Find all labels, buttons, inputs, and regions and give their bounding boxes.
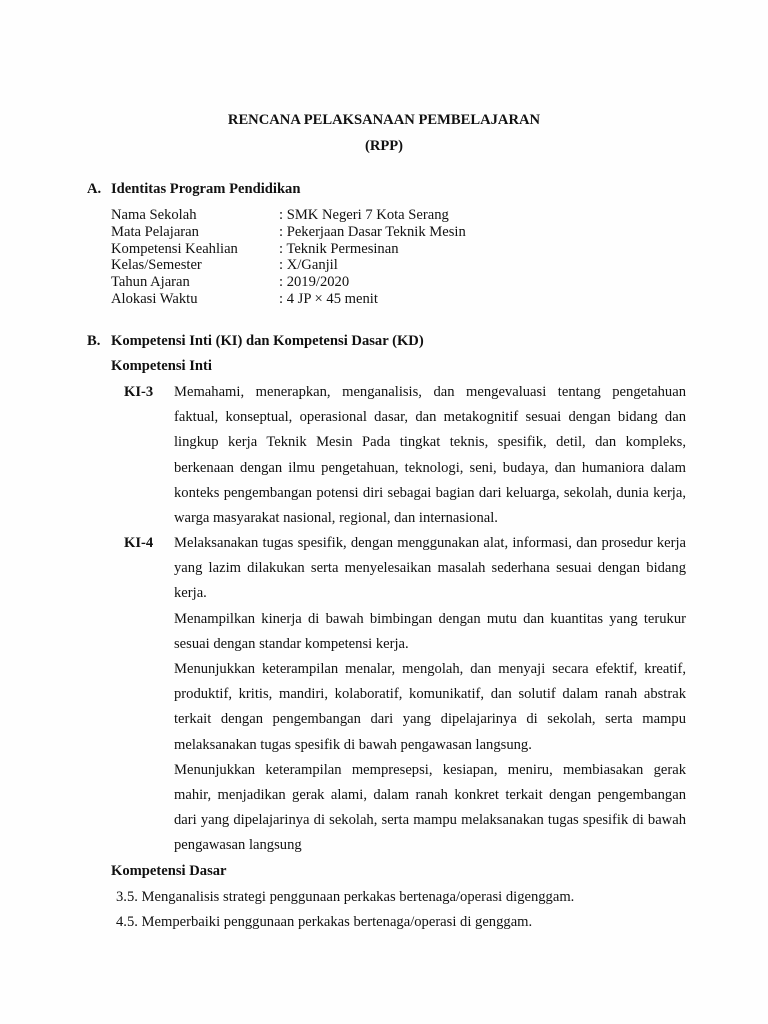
identity-value: : Pekerjaan Dasar Teknik Mesin: [279, 223, 466, 240]
ki-paragraph: Melaksanakan tugas spesifik, dengan menggunakan alat, informasi, dan prosedur kerja yang lazim dilakukan serta menyelesaikan masalah sederhana sesuai dengan bidang kerja.: [174, 535, 686, 602]
section-b-letter: B.: [87, 333, 101, 349]
ki-paragraph: Menampilkan kinerja di bawah bimbingan dengan mutu dan kuantitas yang terukur sesuai dengan standar kompetensi kerja.: [174, 610, 686, 652]
ki-code: KI-3: [124, 384, 154, 400]
identity-label: Alokasi Waktu: [111, 290, 198, 307]
ki-code: KI-4: [124, 535, 154, 551]
kd-item: 4.5. Memperbaiki penggunaan perkakas bertenaga/operasi di genggam.: [116, 914, 533, 931]
identity-label: Kompetensi Keahlian: [111, 240, 238, 257]
section-a-heading: [87, 181, 300, 198]
identity-label: Kelas/Semester: [111, 257, 202, 274]
identity-row: [111, 257, 466, 274]
section-b-heading: [87, 333, 424, 350]
ki-body: [174, 531, 686, 859]
identity-value: : X/Ganjil: [279, 257, 338, 274]
document-title: RENCANA PELAKSANAAN PEMBELAJARAN: [227, 112, 541, 128]
identity-row: [111, 224, 466, 241]
kompetensi-dasar-heading: Kompetensi Dasar: [111, 863, 227, 879]
identity-row: [111, 274, 466, 291]
identity-value: : Teknik Permesinan: [279, 240, 399, 257]
identity-row: [111, 207, 466, 224]
ki-body: [174, 380, 686, 531]
ki-paragraph: Memahami, menerapkan, menganalisis, dan mengevaluasi tentang pengetahuan faktual, konseptual, operasional dasar, dan metakognitif sesuai dengan bidang dan lingkup kerja Teknik Mesin Pada tingkat teknis, spesifik, detil, dan kompleks, berkenaan dengan ilmu pengetahuan, teknologi, seni, budaya, dan humaniora dalam konteks pengembangan potensi diri sebagai bagian dari keluarga, sekolah, dunia kerja, warga masyarakat nasional, regional, dan internasional.: [174, 384, 686, 527]
ki-paragraph: Menunjukkan keterampilan menalar, mengolah, dan menyaji secara efektif, kreatif, produktif, kritis, mandiri, kolaboratif, komunikatif, dan solutif dalam ranah abstrak terkait dengan pengembangan dari yang dipelajarinya di sekolah, serta mampu melaksanakan tugas spesifik di bawah pengawasan langsung.: [174, 661, 686, 753]
section-b-title: Kompetensi Inti (KI) dan Kompetensi Dasar (KD): [111, 333, 424, 349]
section-a-letter: A.: [87, 181, 102, 197]
ki-3-block: [124, 380, 686, 531]
identity-row: [111, 291, 466, 308]
section-a-title: Identitas Program Pendidikan: [111, 181, 301, 197]
kompetensi-dasar-list: [116, 885, 574, 935]
ki-paragraph: Menunjukkan keterampilan mempresepsi, kesiapan, meniru, membiasakan gerak mahir, menjadikan gerak alami, dalam ranah konkret terkait dengan pengembangan dari yang dipelajarinya di sekolah, serta mampu melaksanakan tugas spesifik di bawah pengawasan langsung: [174, 761, 686, 854]
kompetensi-inti-heading: Kompetensi Inti: [111, 358, 212, 374]
identity-value: : 2019/2020: [279, 274, 350, 291]
document-subtitle: (RPP): [364, 138, 404, 154]
identity-label: Tahun Ajaran: [111, 274, 190, 291]
identity-table: [111, 207, 466, 308]
kd-item: 3.5. Menganalisis strategi penggunaan perkakas bertenaga/operasi digenggam.: [116, 889, 575, 905]
identity-value: : 4 JP × 45 menit: [279, 290, 378, 307]
identity-label: Nama Sekolah: [111, 207, 197, 223]
ki-4-block: [124, 531, 686, 859]
identity-value: : SMK Negeri 7 Kota Serang: [279, 207, 449, 223]
identity-label: Mata Pelajaran: [111, 223, 199, 240]
identity-row: [111, 241, 466, 258]
